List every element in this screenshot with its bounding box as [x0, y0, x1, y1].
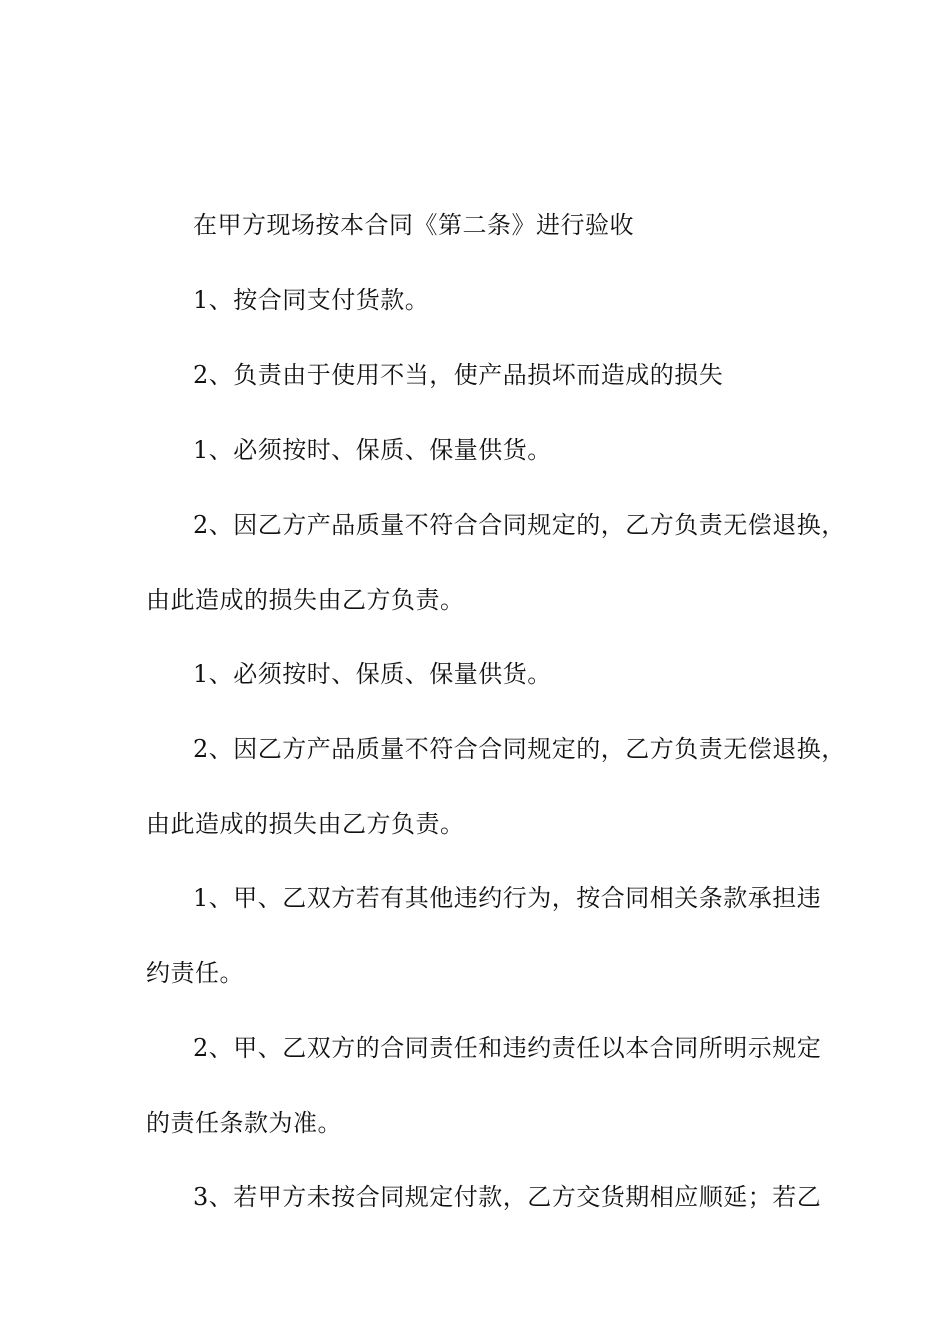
text-line-6: 由此造成的损失由乙方负责。: [146, 586, 465, 614]
text-line-13: 的责任条款为准。: [146, 1109, 342, 1137]
text-line-7: 1、必须按时、保质、保量供货。: [193, 660, 552, 688]
text-line-4: 1、必须按时、保质、保量供货。: [193, 436, 552, 464]
text-line-9: 由此造成的损失由乙方负责。: [146, 810, 465, 838]
text-line-2: 1、按合同支付货款。: [193, 286, 430, 314]
text-line-8: 2、因乙方产品质量不符合合同规定的，乙方负责无偿退换，: [193, 735, 846, 763]
text-line-1: 在甲方现场按本合同《第二条》进行验收: [193, 211, 634, 239]
text-line-11: 约责任。: [146, 959, 244, 987]
text-line-12: 2、甲、乙双方的合同责任和违约责任以本合同所明示规定: [193, 1034, 822, 1062]
text-line-14: 3、若甲方未按合同规定付款，乙方交货期相应顺延；若乙: [193, 1183, 822, 1211]
text-line-5: 2、因乙方产品质量不符合合同规定的，乙方负责无偿退换，: [193, 511, 846, 539]
text-line-10: 1、甲、乙双方若有其他违约行为，按合同相关条款承担违: [193, 884, 822, 912]
text-line-3: 2、负责由于使用不当，使产品损坏而造成的损失: [193, 361, 724, 389]
